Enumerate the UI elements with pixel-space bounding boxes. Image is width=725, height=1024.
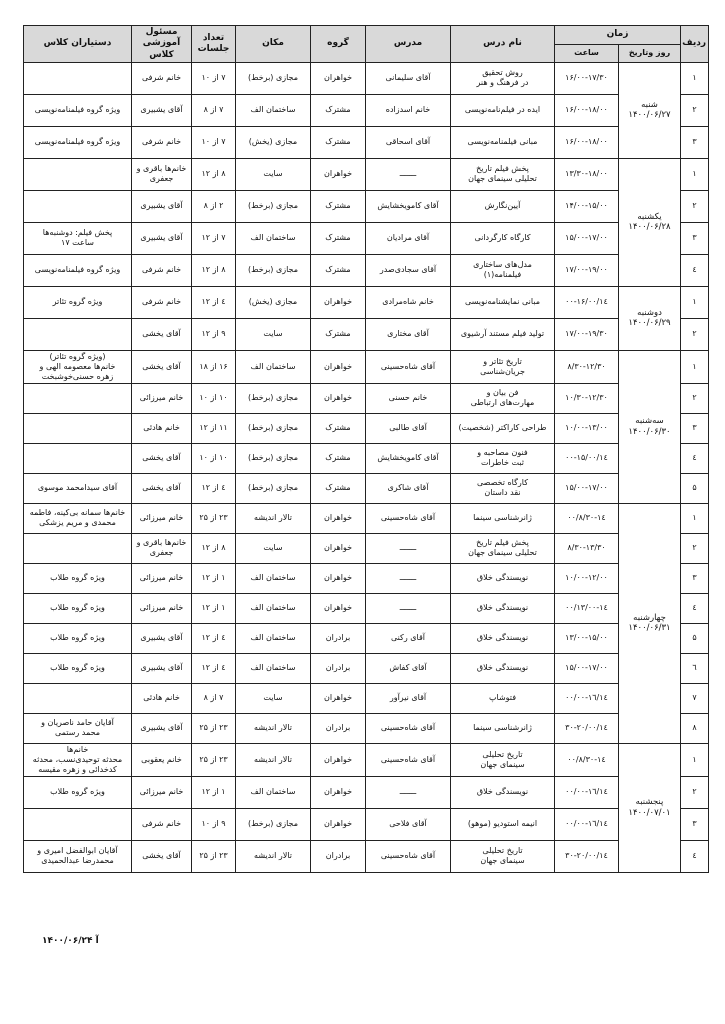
sessions-cell: ۲۳ از ۲۵ bbox=[192, 743, 236, 776]
edu-officer-cell: خانم شرفی bbox=[132, 808, 192, 840]
place-cell: سایت bbox=[236, 683, 311, 713]
place-cell: سایت bbox=[236, 158, 311, 190]
edu-officer-cell: خانم میرزائی bbox=[132, 593, 192, 623]
assistants-cell: ویژه گروه طلاب bbox=[24, 623, 132, 653]
table-row bbox=[24, 683, 709, 713]
table-row bbox=[24, 593, 709, 623]
edu-officer-cell: آقای یشبیری bbox=[132, 222, 192, 254]
teacher-cell: آقای شاه‌حسینی bbox=[366, 503, 451, 533]
place-cell: مجازی (برخط) bbox=[236, 254, 311, 286]
teacher-cell: خانم اسدزاده bbox=[366, 94, 451, 126]
table-row bbox=[24, 222, 709, 254]
time-cell: ۱۵/۰۰-۱۷/۰۰ bbox=[555, 653, 619, 683]
time-cell: ۱٤/۰۰-۱٦/۰۰ bbox=[555, 776, 619, 808]
group-cell: برادران bbox=[311, 653, 366, 683]
assistants-cell bbox=[24, 533, 132, 563]
edu-officer-cell: خانم میرزائی bbox=[132, 383, 192, 413]
row-number-cell: ۵ bbox=[681, 473, 709, 503]
sessions-cell: ۲۳ از ۲۵ bbox=[192, 840, 236, 872]
group-cell: مشترک bbox=[311, 254, 366, 286]
place-cell: مجازی (برخط) bbox=[236, 473, 311, 503]
teacher-cell: آقای کفاش bbox=[366, 653, 451, 683]
course-cell: پخش فیلم تاریخ تحلیلی سینمای جهان bbox=[451, 533, 555, 563]
header-row-number: ردیف bbox=[681, 26, 709, 63]
sessions-cell: ۱ از ۱۲ bbox=[192, 563, 236, 593]
place-cell: ساختمان الف bbox=[236, 776, 311, 808]
time-cell: ۱٤/۰۰-۱٦/۰۰ bbox=[555, 808, 619, 840]
sessions-cell: ۷ از ۸ bbox=[192, 94, 236, 126]
table-body bbox=[24, 62, 709, 872]
edu-officer-cell: خانم میرزائی bbox=[132, 503, 192, 533]
place-cell: مجازی (برخط) bbox=[236, 443, 311, 473]
table-row bbox=[24, 126, 709, 158]
sessions-cell: ۷ از ۱۰ bbox=[192, 62, 236, 94]
assistants-cell: ویژه گروه فیلمنامه‌نویسی bbox=[24, 94, 132, 126]
row-number-cell: ۱ bbox=[681, 158, 709, 190]
edu-officer-cell: آقای یشبیری bbox=[132, 94, 192, 126]
time-cell: ۱۶/۰۰-۱۸/۰۰ bbox=[555, 94, 619, 126]
day-date-cell: سه‌شنبه ۱۴۰۰/۰۶/۳۰ bbox=[619, 350, 681, 503]
assistants-cell: آقای سیدامحمد موسوی bbox=[24, 473, 132, 503]
place-cell: مجازی (برخط) bbox=[236, 808, 311, 840]
row-number-cell: ۲ bbox=[681, 190, 709, 222]
course-cell: طراحی کاراکتر (شخصیت) bbox=[451, 413, 555, 443]
assistants-cell: (ویژه گروه تئاتر) خانم‌ها معصومه الهی و زهره حسنی‌خوشبخت bbox=[24, 350, 132, 383]
row-number-cell: ۳ bbox=[681, 222, 709, 254]
table-row bbox=[24, 350, 709, 383]
assistants-cell: آقایان ابوالفضل امیری و محمدرضا عبدالحمیدی bbox=[24, 840, 132, 872]
time-cell: ۱۵/۰۰-۱۷/۰۰ bbox=[555, 473, 619, 503]
place-cell: ساختمان الف bbox=[236, 350, 311, 383]
course-cell: تاریخ تحلیلی سینمای جهان bbox=[451, 840, 555, 872]
course-cell: فتوشاپ bbox=[451, 683, 555, 713]
time-cell: ۱٤/۳۰-۲۰/۰۰ bbox=[555, 840, 619, 872]
day-date-cell: پنجشنبه ۱۴۰۰/۰۷/۰۱ bbox=[619, 743, 681, 872]
time-cell: ۸/۳۰-۱٤/۰۰ bbox=[555, 743, 619, 776]
place-cell: تالار اندیشه bbox=[236, 503, 311, 533]
sessions-cell: ٤ از ۱۲ bbox=[192, 623, 236, 653]
course-cell: نویسندگی خلاق bbox=[451, 776, 555, 808]
header-place: مکان bbox=[236, 26, 311, 63]
teacher-cell: آقای شاه‌حسینی bbox=[366, 350, 451, 383]
teacher-cell: ـــــــ bbox=[366, 563, 451, 593]
table-row bbox=[24, 190, 709, 222]
time-cell: ۱۶/۰۰-۱۷/۳۰ bbox=[555, 62, 619, 94]
edu-officer-cell: آقای یخشی bbox=[132, 318, 192, 350]
time-cell: ۱۷/۰۰-۱۹/۰۰ bbox=[555, 254, 619, 286]
group-cell: مشترک bbox=[311, 126, 366, 158]
table-row bbox=[24, 623, 709, 653]
edu-officer-cell: آقای یشبیری bbox=[132, 713, 192, 743]
edu-officer-cell: خانم شرفی bbox=[132, 126, 192, 158]
teacher-cell: ـــــــ bbox=[366, 593, 451, 623]
edu-officer-cell: خانم هادئی bbox=[132, 413, 192, 443]
time-cell: ۱۳/۰۰-۱۵/۰۰ bbox=[555, 623, 619, 653]
assistants-cell bbox=[24, 413, 132, 443]
group-cell: خواهران bbox=[311, 808, 366, 840]
group-cell: مشترک bbox=[311, 473, 366, 503]
course-cell: نویسندگی خلاق bbox=[451, 653, 555, 683]
table-row bbox=[24, 158, 709, 190]
group-cell: خواهران bbox=[311, 286, 366, 318]
course-cell: تولید فیلم مستند آرشیوی bbox=[451, 318, 555, 350]
row-number-cell: ٤ bbox=[681, 593, 709, 623]
sessions-cell: ۱۱ از ۱۲ bbox=[192, 413, 236, 443]
teacher-cell: آقای کامویخشایش bbox=[366, 190, 451, 222]
assistants-cell bbox=[24, 318, 132, 350]
sessions-cell: ۹ از ۱۰ bbox=[192, 808, 236, 840]
row-number-cell: ۵ bbox=[681, 623, 709, 653]
sessions-cell: ۲۳ از ۲۵ bbox=[192, 503, 236, 533]
time-cell: ۱۰/۳۰-۱۲/۳۰ bbox=[555, 383, 619, 413]
group-cell: مشترک bbox=[311, 94, 366, 126]
row-number-cell: ۲ bbox=[681, 383, 709, 413]
teacher-cell: آقای رکنی bbox=[366, 623, 451, 653]
table-row bbox=[24, 413, 709, 443]
sessions-cell: ۸ از ۱۲ bbox=[192, 254, 236, 286]
edu-officer-cell: آقای یخشی bbox=[132, 443, 192, 473]
edu-officer-cell: خانم هادئی bbox=[132, 683, 192, 713]
place-cell: مجازی (برخط) bbox=[236, 190, 311, 222]
edu-officer-cell: خانم میرزائی bbox=[132, 776, 192, 808]
edu-officer-cell: آقای یخشی bbox=[132, 473, 192, 503]
group-cell: خواهران bbox=[311, 683, 366, 713]
assistants-cell: پخش فیلم: دوشنبه‌ها ساعت ۱۷ bbox=[24, 222, 132, 254]
course-cell: ژانرشناسی سینما bbox=[451, 503, 555, 533]
assistants-cell: ویژه گروه طلاب bbox=[24, 593, 132, 623]
place-cell: تالار اندیشه bbox=[236, 713, 311, 743]
table-row bbox=[24, 286, 709, 318]
course-cell: تاریخ تحلیلی سینمای جهان bbox=[451, 743, 555, 776]
teacher-cell: آقای سجادی‌صدر bbox=[366, 254, 451, 286]
assistants-cell: ویژه گروه فیلمنامه‌نویسی bbox=[24, 126, 132, 158]
edu-officer-cell: خانم شرفی bbox=[132, 254, 192, 286]
assistants-cell: خانم‌ها سمانه بی‌کینه، فاطمه محمدی و مریم یزشکی bbox=[24, 503, 132, 533]
time-cell: ۱٤/۳۰-۲۰/۰۰ bbox=[555, 713, 619, 743]
course-cell: روش تحقیق در فرهنگ و هنر bbox=[451, 62, 555, 94]
header-group: گروه bbox=[311, 26, 366, 63]
time-cell: ۱۰/۰۰-۱۲/۰۰ bbox=[555, 563, 619, 593]
teacher-cell: آقای شاه‌حسینی bbox=[366, 743, 451, 776]
time-cell: ۸/۳۰-۱۲/۳۰ bbox=[555, 350, 619, 383]
sessions-cell: ۷ از ۱۲ bbox=[192, 222, 236, 254]
group-cell: مشترک bbox=[311, 190, 366, 222]
course-cell: فنون مصاحبه و ثبت خاطرات bbox=[451, 443, 555, 473]
place-cell: مجازی (برخط) bbox=[236, 413, 311, 443]
course-cell: فن بیان و مهارت‌های ارتباطی bbox=[451, 383, 555, 413]
edu-officer-cell: خانم میرزائی bbox=[132, 563, 192, 593]
teacher-cell: آقای طالبی bbox=[366, 413, 451, 443]
group-cell: خواهران bbox=[311, 350, 366, 383]
teacher-cell: آقای نیرآور bbox=[366, 683, 451, 713]
row-number-cell: ۳ bbox=[681, 563, 709, 593]
time-cell: ۱۰/۰۰-۱۳/۰۰ bbox=[555, 413, 619, 443]
edu-officer-cell: خانم‌ها باقری و جعفری bbox=[132, 533, 192, 563]
course-cell: نویسندگی خلاق bbox=[451, 563, 555, 593]
assistants-cell: ویژه گروه طلاب bbox=[24, 776, 132, 808]
row-number-cell: ۳ bbox=[681, 413, 709, 443]
place-cell: ساختمان الف bbox=[236, 653, 311, 683]
sessions-cell: ٤ از ۱۲ bbox=[192, 473, 236, 503]
row-number-cell: ٦ bbox=[681, 653, 709, 683]
table-row bbox=[24, 473, 709, 503]
table-row bbox=[24, 254, 709, 286]
assistants-cell: خانم‌ها محدثه توحیدی‌نسب، محدثه کدخدائی و زهره مقیسه bbox=[24, 743, 132, 776]
row-number-cell: ۲ bbox=[681, 776, 709, 808]
group-cell: مشترک bbox=[311, 318, 366, 350]
assistants-cell bbox=[24, 158, 132, 190]
row-number-cell: ۲ bbox=[681, 318, 709, 350]
time-cell: ۱۴/۰۰-۱۵/۰۰ bbox=[555, 190, 619, 222]
place-cell: ساختمان الف bbox=[236, 222, 311, 254]
row-number-cell: ۳ bbox=[681, 808, 709, 840]
group-cell: خواهران bbox=[311, 62, 366, 94]
place-cell: ساختمان الف bbox=[236, 563, 311, 593]
day-date-cell: یکشنبه ۱۴۰۰/۰۶/۲۸ bbox=[619, 158, 681, 286]
group-cell: برادران bbox=[311, 713, 366, 743]
group-cell: خواهران bbox=[311, 503, 366, 533]
row-number-cell: ۳ bbox=[681, 126, 709, 158]
teacher-cell: ـــــــ bbox=[366, 533, 451, 563]
course-cell: کارگاه تخصصی نقد داستان bbox=[451, 473, 555, 503]
assistants-cell bbox=[24, 62, 132, 94]
assistants-cell bbox=[24, 383, 132, 413]
teacher-cell: ـــــــ bbox=[366, 158, 451, 190]
row-number-cell: ٤ bbox=[681, 840, 709, 872]
table-row bbox=[24, 653, 709, 683]
edu-officer-cell: آقای یشبیری bbox=[132, 623, 192, 653]
table-row bbox=[24, 713, 709, 743]
course-cell: نویسندگی خلاق bbox=[451, 593, 555, 623]
edu-officer-cell: آقای یشبیری bbox=[132, 190, 192, 222]
time-cell: ۱۶/۰۰-۱۸/۰۰ bbox=[555, 126, 619, 158]
assistants-cell: ویژه گروه طلاب bbox=[24, 653, 132, 683]
row-number-cell: ۱ bbox=[681, 286, 709, 318]
row-number-cell: ٤ bbox=[681, 254, 709, 286]
place-cell: مجازی (برخط) bbox=[236, 383, 311, 413]
table-row bbox=[24, 318, 709, 350]
table-row bbox=[24, 443, 709, 473]
sessions-cell: ۸ از ۱۲ bbox=[192, 158, 236, 190]
row-number-cell: ۸ bbox=[681, 713, 709, 743]
place-cell: مجازی (برخط) bbox=[236, 62, 311, 94]
header-day-date: روز وتاریخ bbox=[619, 45, 681, 63]
assistants-cell bbox=[24, 808, 132, 840]
sessions-cell: ۱ از ۱۲ bbox=[192, 593, 236, 623]
row-number-cell: ۱ bbox=[681, 350, 709, 383]
course-cell: مبانی نمایشنامه‌نویسی bbox=[451, 286, 555, 318]
course-cell: کارگاه کارگردانی bbox=[451, 222, 555, 254]
assistants-cell: ویژه گروه فیلمنامه‌نویسی bbox=[24, 254, 132, 286]
course-cell: نویسندگی خلاق bbox=[451, 623, 555, 653]
table-row bbox=[24, 563, 709, 593]
place-cell: تالار اندیشه bbox=[236, 743, 311, 776]
teacher-cell: آقای شاه‌حسینی bbox=[366, 840, 451, 872]
place-cell: سایت bbox=[236, 318, 311, 350]
group-cell: خواهران bbox=[311, 593, 366, 623]
course-cell: پخش فیلم تاریخ تحلیلی سینمای جهان bbox=[451, 158, 555, 190]
table-header bbox=[24, 26, 709, 63]
place-cell: مجازی (یخش) bbox=[236, 126, 311, 158]
row-number-cell: ۱ bbox=[681, 62, 709, 94]
assistants-cell: آقایان حامد ناصریان و محمد رستمی bbox=[24, 713, 132, 743]
group-cell: برادران bbox=[311, 623, 366, 653]
header-teacher: مدرس bbox=[366, 26, 451, 63]
table-row bbox=[24, 62, 709, 94]
group-cell: مشترک bbox=[311, 413, 366, 443]
row-number-cell: ۱ bbox=[681, 743, 709, 776]
sessions-cell: ۸ از ۱۲ bbox=[192, 533, 236, 563]
time-cell: ۸/۳۰-۱٤/۰۰ bbox=[555, 503, 619, 533]
course-cell: مبانی فیلمنامه‌نویسی bbox=[451, 126, 555, 158]
time-cell: ۱۵/۰۰-۱۷/۰۰ bbox=[555, 222, 619, 254]
row-number-cell: ۲ bbox=[681, 94, 709, 126]
sessions-cell: ۹ از ۱۲ bbox=[192, 318, 236, 350]
edu-officer-cell: خانم شرفی bbox=[132, 62, 192, 94]
time-cell: ۱۳/۰۰-۱٤/۰۰ bbox=[555, 593, 619, 623]
teacher-cell: آقای اسحاقی bbox=[366, 126, 451, 158]
course-cell: ایده در فیلم‌نامه‌نویسی bbox=[451, 94, 555, 126]
course-cell: انیمه استودیو (موهو) bbox=[451, 808, 555, 840]
place-cell: مجازی (یخش) bbox=[236, 286, 311, 318]
row-number-cell: ۱ bbox=[681, 503, 709, 533]
teacher-cell: آقای سلیمانی bbox=[366, 62, 451, 94]
course-cell: ژانرشناسی سینما bbox=[451, 713, 555, 743]
group-cell: خواهران bbox=[311, 533, 366, 563]
place-cell: ساختمان الف bbox=[236, 623, 311, 653]
course-cell: آیین‌نگارش bbox=[451, 190, 555, 222]
group-cell: مشترک bbox=[311, 443, 366, 473]
time-cell: ۱۳/۳۰-۱۸/۰۰ bbox=[555, 158, 619, 190]
sessions-cell: ٤ از ۱۲ bbox=[192, 653, 236, 683]
edu-officer-cell: آقای یخشی bbox=[132, 350, 192, 383]
group-cell: خواهران bbox=[311, 743, 366, 776]
table-row bbox=[24, 840, 709, 872]
course-cell: تاریخ تئاتر و جریان‌شناسی bbox=[451, 350, 555, 383]
group-cell: خواهران bbox=[311, 776, 366, 808]
sessions-cell: ۱۰ از ۱۰ bbox=[192, 383, 236, 413]
group-cell: خواهران bbox=[311, 383, 366, 413]
assistants-cell: ویژه گروه تئاتر bbox=[24, 286, 132, 318]
teacher-cell: آقای مختاری bbox=[366, 318, 451, 350]
time-cell: ۱۷/۰۰-۱۹/۳۰ bbox=[555, 318, 619, 350]
header-sessions: تعداد جلسات bbox=[192, 26, 236, 63]
day-date-cell: چهارشنبه ۱۴۰۰/۰۶/۳۱ bbox=[619, 503, 681, 743]
place-cell: ساختمان الف bbox=[236, 593, 311, 623]
teacher-cell: خانم حسنی bbox=[366, 383, 451, 413]
time-cell: ۱٤/۰۰-۱٦/۰۰ bbox=[555, 683, 619, 713]
sessions-cell: ۱۰ از ۱۰ bbox=[192, 443, 236, 473]
sessions-cell: ۱۶ از ۱۸ bbox=[192, 350, 236, 383]
sessions-cell: ۲ از ۸ bbox=[192, 190, 236, 222]
teacher-cell: خانم شاه‌مرادی bbox=[366, 286, 451, 318]
teacher-cell: آقای شاه‌حسینی bbox=[366, 713, 451, 743]
row-number-cell: ٤ bbox=[681, 443, 709, 473]
table-row bbox=[24, 533, 709, 563]
table-row bbox=[24, 743, 709, 776]
teacher-cell: آقای شاکری bbox=[366, 473, 451, 503]
group-cell: خواهران bbox=[311, 158, 366, 190]
edu-officer-cell: خانم‌ها باقری و جعفری bbox=[132, 158, 192, 190]
header-hour: ساعت bbox=[555, 45, 619, 63]
time-cell: ۱٤/۰۰-۱۶/۰۰ bbox=[555, 286, 619, 318]
table-row bbox=[24, 383, 709, 413]
header-assistants: دستیاران کلاس bbox=[24, 26, 132, 63]
edu-officer-cell: آقای یشبیری bbox=[132, 653, 192, 683]
table-row bbox=[24, 94, 709, 126]
footer-date: ۱۴۰۰/۰۶/۲۴ آ bbox=[42, 936, 99, 946]
group-cell: برادران bbox=[311, 840, 366, 872]
group-cell: خواهران bbox=[311, 563, 366, 593]
row-number-cell: ۲ bbox=[681, 533, 709, 563]
sessions-cell: ۱ از ۱۲ bbox=[192, 776, 236, 808]
teacher-cell: آقای فلاحی bbox=[366, 808, 451, 840]
teacher-cell: آقای مرادیان bbox=[366, 222, 451, 254]
time-cell: ۱٤/۰۰-۱۵/۰۰ bbox=[555, 443, 619, 473]
table-row bbox=[24, 808, 709, 840]
table-row bbox=[24, 503, 709, 533]
schedule-table bbox=[23, 25, 709, 873]
header-edu-officer: مسئول آموزشی کلاس bbox=[132, 26, 192, 63]
group-cell: مشترک bbox=[311, 222, 366, 254]
sessions-cell: ٤ از ۱۲ bbox=[192, 286, 236, 318]
header-time: زمان bbox=[555, 26, 681, 45]
place-cell: سایت bbox=[236, 533, 311, 563]
teacher-cell: آقای کامویخشایش bbox=[366, 443, 451, 473]
time-cell: ۸/۳۰-۱۳/۳۰ bbox=[555, 533, 619, 563]
edu-officer-cell: آقای یخشی bbox=[132, 840, 192, 872]
sessions-cell: ۷ از ۸ bbox=[192, 683, 236, 713]
edu-officer-cell: خانم یعقوبی bbox=[132, 743, 192, 776]
table-row bbox=[24, 776, 709, 808]
course-cell: مدل‌های ساختاری فیلمنامه(۱) bbox=[451, 254, 555, 286]
row-number-cell: ۷ bbox=[681, 683, 709, 713]
teacher-cell: ـــــــ bbox=[366, 776, 451, 808]
assistants-cell: ویژه گروه طلاب bbox=[24, 563, 132, 593]
day-date-cell: دوشنبه ۱۴۰۰/۰۶/۲۹ bbox=[619, 286, 681, 350]
sessions-cell: ۷ از ۱۰ bbox=[192, 126, 236, 158]
day-date-cell: شنبه ۱۴۰۰/۰۶/۲۷ bbox=[619, 62, 681, 158]
assistants-cell bbox=[24, 683, 132, 713]
edu-officer-cell: خانم شرفی bbox=[132, 286, 192, 318]
sessions-cell: ۲۳ از ۲۵ bbox=[192, 713, 236, 743]
place-cell: تالار اندیشه bbox=[236, 840, 311, 872]
assistants-cell bbox=[24, 190, 132, 222]
header-course: نام درس bbox=[451, 26, 555, 63]
assistants-cell bbox=[24, 443, 132, 473]
place-cell: ساختمان الف bbox=[236, 94, 311, 126]
